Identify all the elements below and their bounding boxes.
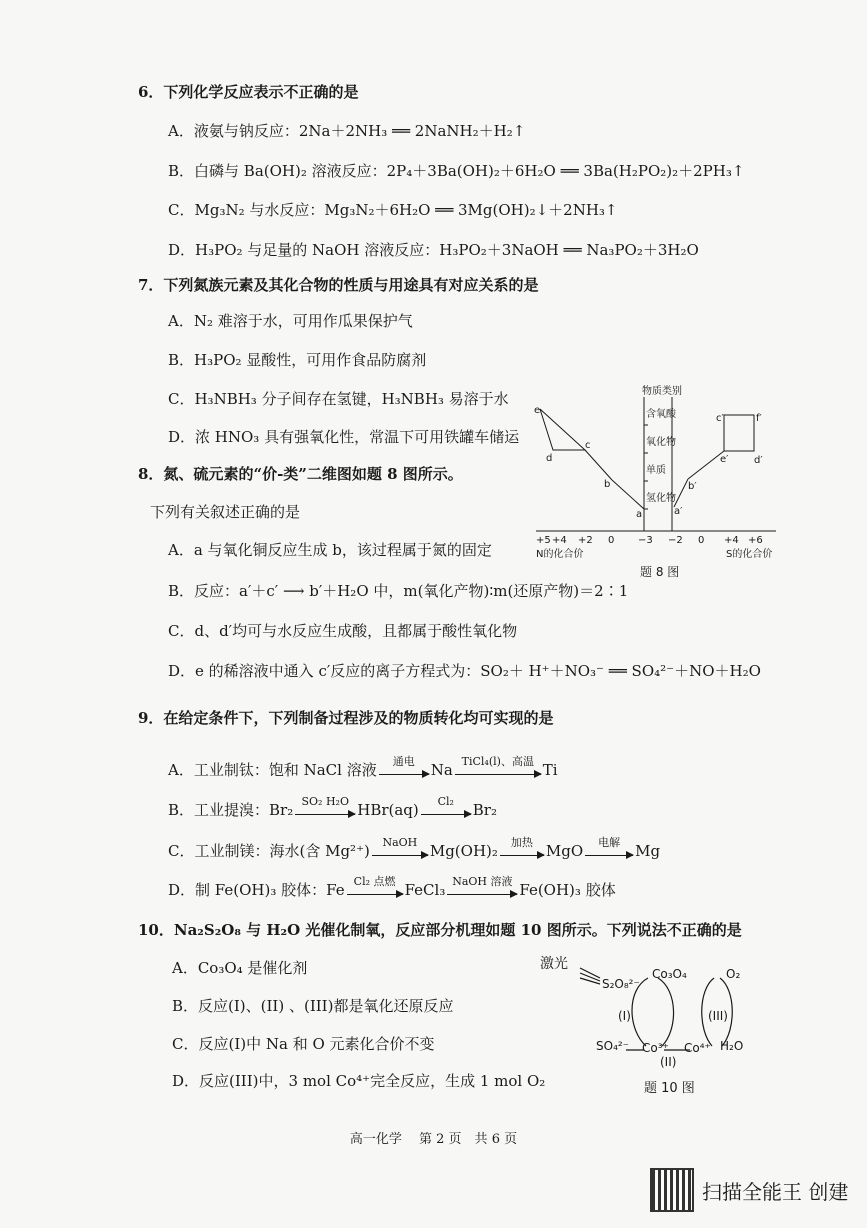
fig8-yaxis-title: 物质类别	[642, 386, 682, 397]
fig8-point-e: e	[534, 405, 541, 416]
q10-stem: 10．Na₂S₂O₈ 与 H₂O 光催化制氧，反应部分机理如题 10 图所示。下列说法不正确的是	[138, 921, 742, 939]
fig8-point-b: b	[604, 479, 611, 490]
q9-c-arrow-1	[372, 835, 428, 856]
fig10-caption: 题 10 图	[644, 1081, 695, 1096]
qr-code-icon	[650, 1168, 694, 1212]
fig8-point-d: d	[546, 453, 553, 464]
q9-c-cond-1: NaOH	[382, 835, 418, 849]
fig8-s-tick-6: +6	[748, 535, 763, 546]
q9-a-cond-1: 通电	[392, 754, 415, 768]
fig8-n-tick-0: 0	[608, 535, 615, 546]
fig8-cat-oxide: 氧化物	[646, 437, 676, 448]
fig8-point-a: a	[636, 509, 643, 520]
fig10-s2o8: S₂O₈²⁻	[602, 977, 640, 991]
q6-option-b: B．白磷与 Ba(OH)₂ 溶液反应：2P₄＋3Ba(OH)₂＋6H₂O ══ 3Ba(H₂PO₂)₂＋2PH₃↑	[168, 162, 745, 180]
q10-option-a: A．Co₃O₄ 是催化剂	[172, 959, 308, 977]
fig10-co3o4: Co₃O₄	[652, 967, 687, 981]
q9-c-end: Mg	[635, 842, 661, 860]
fig10-co4-plus: Co⁴⁺	[684, 1041, 711, 1055]
q9-b-start: B．工业提溴：Br₂	[168, 801, 294, 819]
q9-a-start: A．工业制钛：饱和 NaCl 溶液	[168, 761, 377, 779]
q9-a-arrow-2	[455, 754, 541, 775]
q10-option-d: D．反应(III)中，3 mol Co⁴⁺完全反应，生成 1 mol O₂	[172, 1072, 546, 1090]
q9-b-arrow-1	[295, 794, 355, 815]
q9-d-end: Fe(OH)₃ 胶体	[519, 881, 616, 899]
fig8-point-e-prime: e′	[720, 454, 729, 465]
q7-stem: 7．下列氮族元素及其化合物的性质与用途具有对应关系的是	[138, 276, 539, 294]
q9-d-arrow-1	[347, 874, 403, 895]
fig8-cat-hydride: 氢化物	[646, 493, 676, 504]
q9-option-d	[168, 874, 616, 900]
q9-c-start: C．工业制镁：海水(含 Mg²⁺)	[168, 842, 370, 860]
scanner-label: 扫描全能王 创建	[702, 1179, 849, 1204]
fig8-point-f-prime: f′	[756, 413, 762, 424]
q9-stem: 9．在给定条件下，下列制备过程涉及的物质转化均可实现的是	[138, 709, 554, 727]
q8-stem2: 下列有关叙述正确的是	[150, 503, 301, 521]
q9-c-arrow-2	[500, 835, 544, 856]
fig10-reaction-1: (I)	[618, 1009, 631, 1023]
fig8-n-tick-2: +2	[578, 535, 593, 546]
fig10-o2: O₂	[726, 967, 741, 981]
q9-d-cond-1: Cl₂ 点燃	[353, 874, 396, 888]
q8-option-a: A．a 与氧化铜反应生成 b，该过程属于氮的固定	[168, 541, 492, 559]
fig8-point-a-prime: a′	[674, 506, 683, 517]
q7-option-a: A．N₂ 难溶于水，可用作瓜果保护气	[168, 312, 413, 330]
q10-option-b: B．反应(I)、(II) 、(III)都是氧化还原反应	[172, 997, 454, 1015]
q9-d-cond-2: NaOH 溶液	[452, 874, 513, 888]
fig8-s-tick-4: +4	[724, 535, 739, 546]
figure-8-valence-class-diagram	[528, 383, 780, 583]
fig10-h2o: H₂O	[720, 1039, 744, 1053]
q9-b-cond-1: SO₂ H₂O	[301, 794, 349, 808]
fig8-n-tick-minus3: −3	[638, 535, 653, 546]
q9-d-arrow-2	[447, 874, 517, 895]
q9-a-end: Ti	[542, 761, 558, 779]
fig8-point-c-prime: c′	[716, 413, 724, 424]
fig8-n-tick-5: +5	[536, 535, 551, 546]
q9-option-b	[168, 794, 497, 820]
fig10-co3-plus: Co³⁺	[642, 1041, 669, 1055]
fig8-point-d-prime: d′	[754, 455, 763, 466]
q9-c-mid-2: MgO	[545, 842, 584, 860]
q9-a-mid: Na	[430, 761, 453, 779]
q9-option-c	[168, 835, 661, 861]
fig10-laser-label: 激光	[540, 956, 568, 972]
fig8-n-tick-4: +4	[552, 535, 567, 546]
q6-option-a: A．液氨与钠反应：2Na＋2NH₃ ══ 2NaNH₂＋H₂↑	[168, 122, 526, 140]
q8-option-b: B．反应：a′＋c′ ⟶ b′＋H₂O 中，m(氧化产物)∶m(还原产物)＝2∶1	[168, 582, 629, 600]
figure-10-mechanism-diagram	[540, 950, 760, 1100]
fig8-s-axis-label: S的化合价	[726, 549, 773, 560]
fig8-cat-element: 单质	[646, 465, 666, 476]
q7-option-b: B．H₃PO₂ 显酸性，可用作食品防腐剂	[168, 351, 427, 369]
q9-c-cond-3: 电解	[598, 835, 621, 849]
q10-option-c: C．反应(I)中 Na 和 O 元素化合价不变	[172, 1035, 435, 1053]
q6-option-d: D．H₃PO₂ 与足量的 NaOH 溶液反应：H₃PO₂＋3NaOH ══ Na₃PO₂＋3H₂O	[168, 241, 699, 259]
fig8-caption: 题 8 图	[640, 565, 680, 579]
q9-b-mid: HBr(aq)	[357, 801, 419, 819]
q7-option-c: C．H₃NBH₃ 分子间存在氢键，H₃NBH₃ 易溶于水	[168, 390, 509, 408]
scanner-watermark	[650, 1168, 848, 1212]
fig10-reaction-3: (III)	[708, 1009, 728, 1023]
fig8-s-tick-minus2: −2	[668, 535, 683, 546]
fig8-cat-acid: 含氧酸	[646, 409, 676, 420]
q8-stem: 8．氮、硫元素的“价-类”二维图如题 8 图所示。	[138, 465, 463, 483]
q9-b-end: Br₂	[472, 801, 497, 819]
q6-stem: 6．下列化学反应表示不正确的是	[138, 83, 359, 101]
q9-c-mid-1: Mg(OH)₂	[429, 842, 498, 860]
q6-option-c: C．Mg₃N₂ 与水反应：Mg₃N₂＋6H₂O ══ 3Mg(OH)₂↓＋2NH₃↑	[168, 201, 618, 219]
q8-option-c: C．d、d′均可与水反应生成酸，且都属于酸性氧化物	[168, 622, 518, 640]
q9-c-arrow-3	[585, 835, 633, 856]
fig8-s-tick-0: 0	[698, 535, 705, 546]
fig10-so4: SO₄²⁻	[596, 1039, 630, 1053]
page-footer: 高一化学 第 2 页 共 6 页	[349, 1132, 518, 1147]
q7-option-d: D．浓 HNO₃ 具有强氧化性，常温下可用铁罐车储运	[168, 428, 520, 446]
fig10-reaction-2: (II)	[660, 1055, 677, 1069]
fig8-point-c: c	[585, 440, 591, 451]
q9-d-start: D．制 Fe(OH)₃ 胶体：Fe	[168, 881, 345, 899]
q9-d-mid: FeCl₃	[404, 881, 446, 899]
q9-b-arrow-2	[421, 794, 471, 815]
fig8-n-axis-label: N的化合价	[536, 549, 584, 560]
q9-a-cond-2: TiCl₄(l)、高温	[461, 754, 534, 768]
q9-a-arrow-1	[379, 754, 429, 775]
q9-b-cond-2: Cl₂	[437, 794, 454, 808]
q9-c-cond-2: 加热	[510, 835, 533, 849]
q9-option-a	[168, 754, 558, 780]
q8-option-d: D．e 的稀溶液中通入 c′反应的离子方程式为：SO₂＋ H⁺＋NO₃⁻ ══ SO₄²⁻＋NO＋H₂O	[168, 662, 761, 680]
fig8-point-b-prime: b′	[688, 481, 697, 492]
